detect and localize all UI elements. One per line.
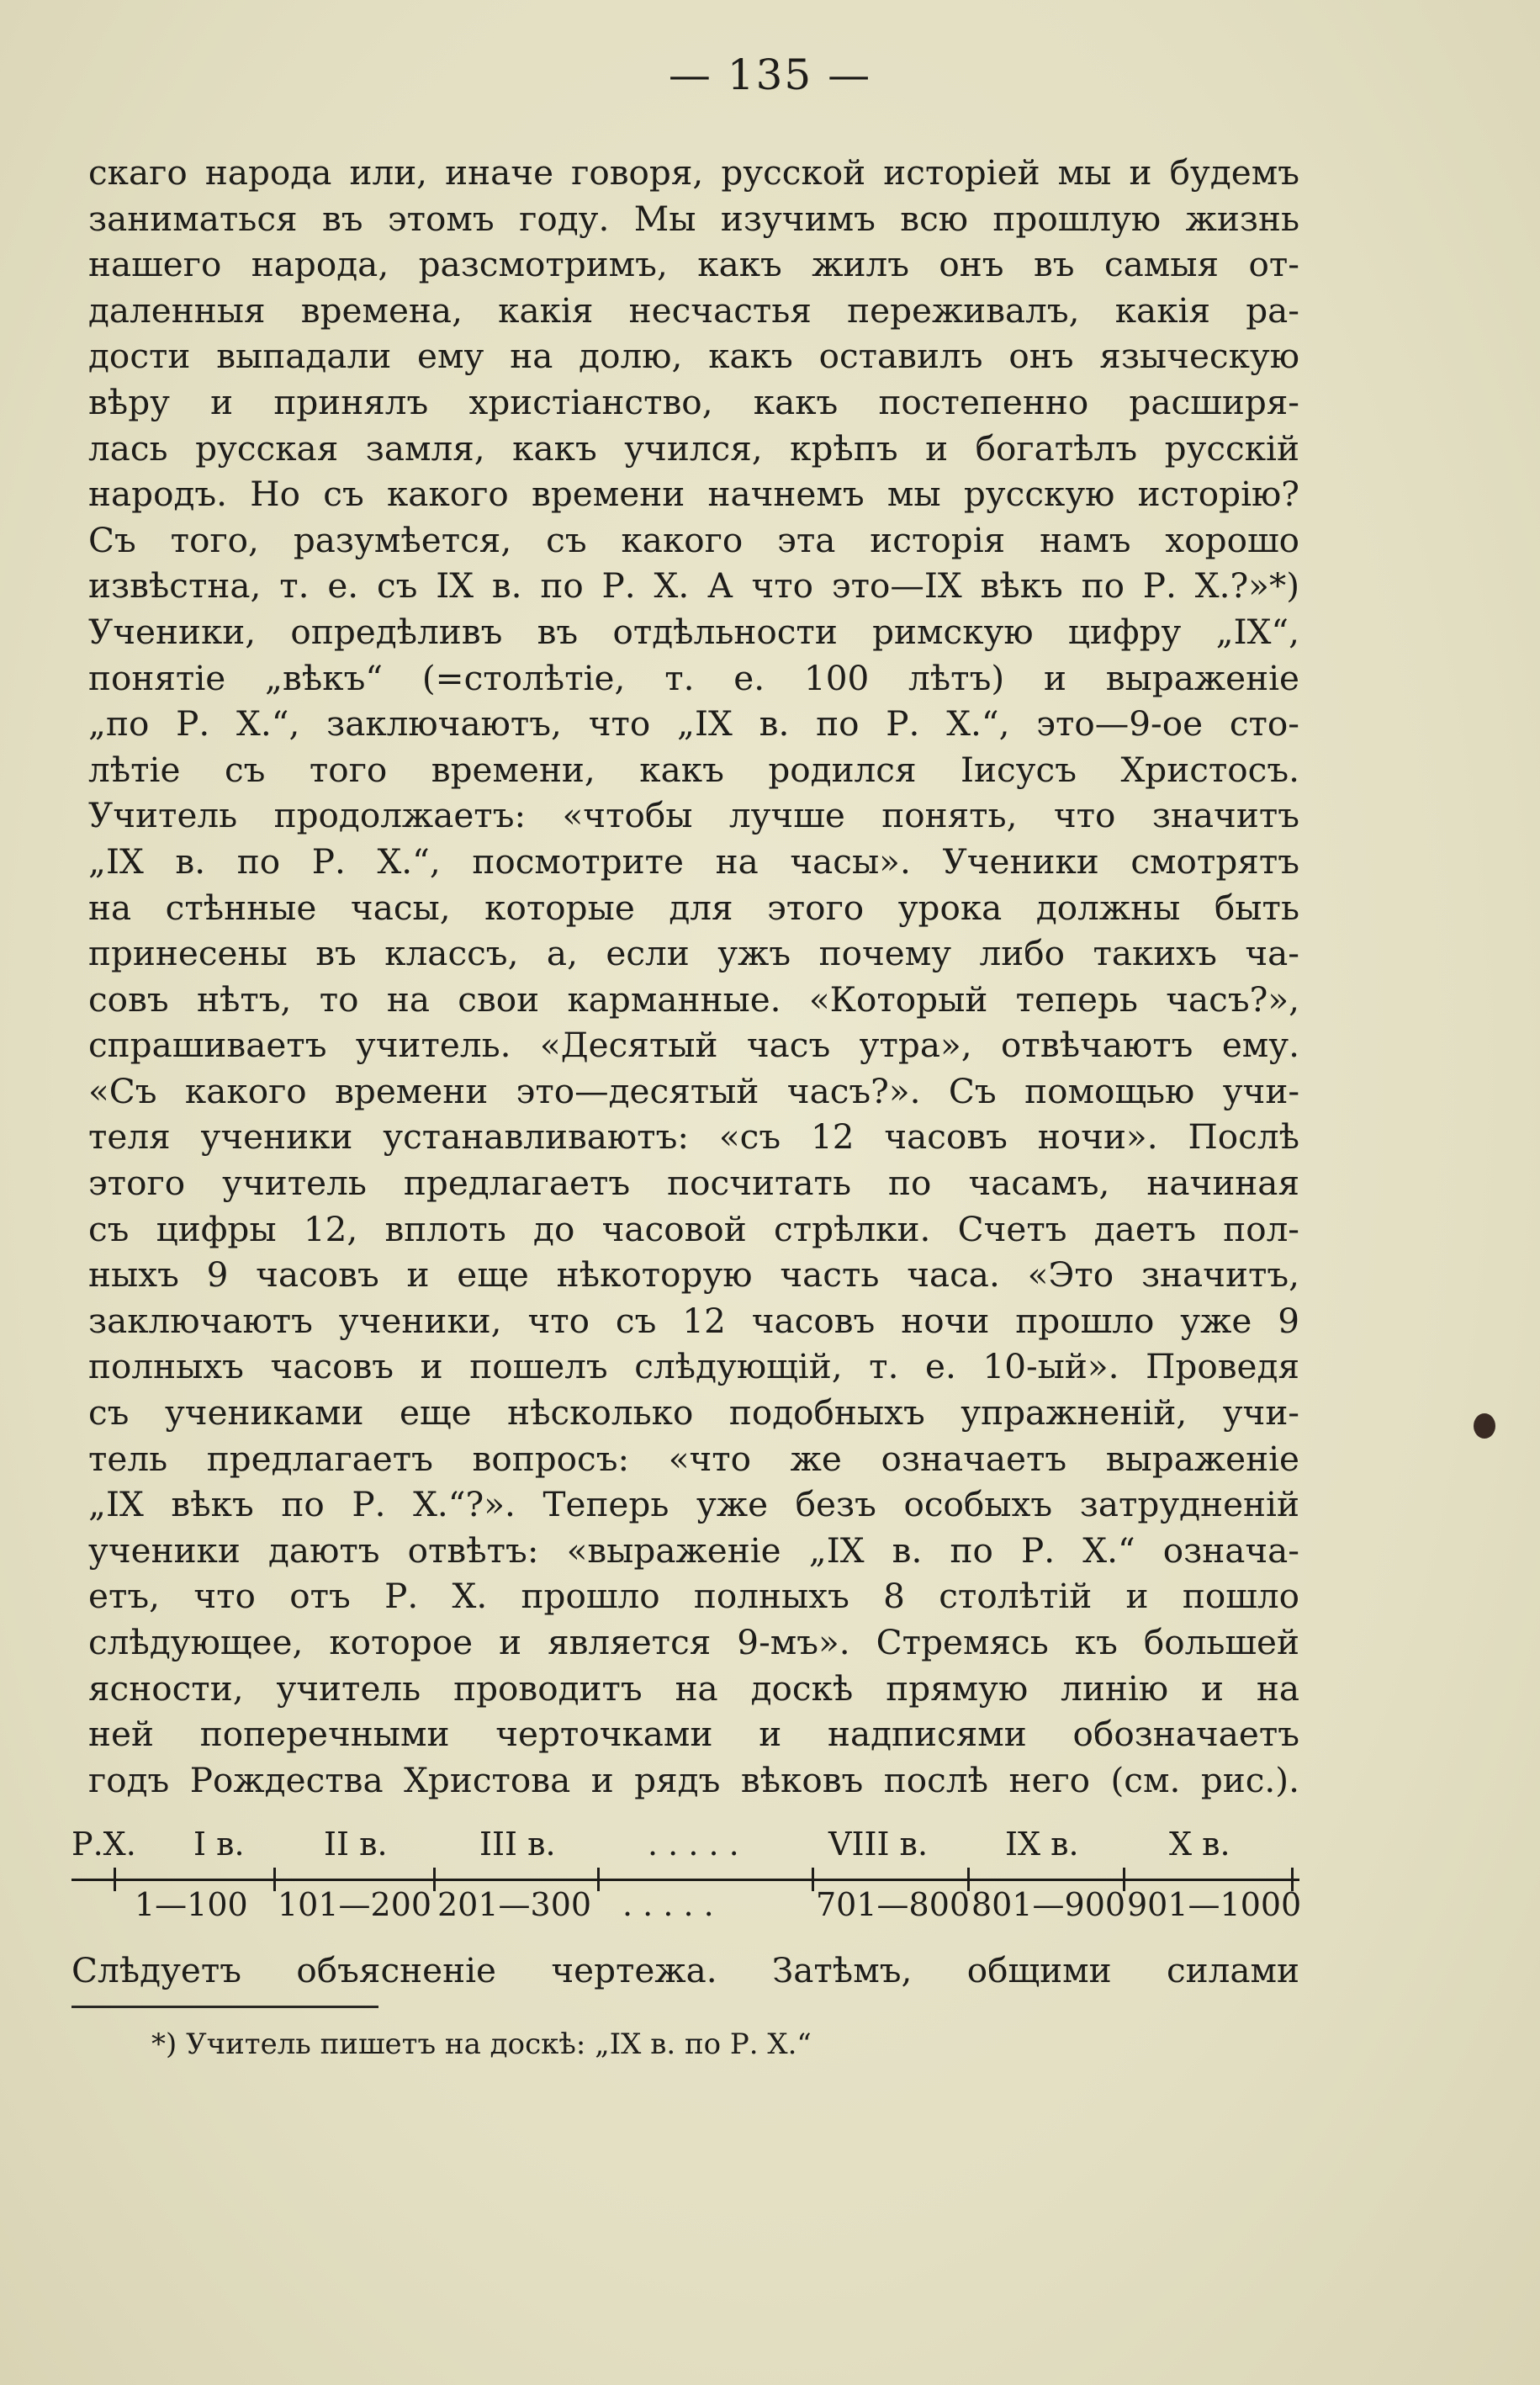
timeline-label-c2: II в. [324,1826,388,1863]
text-line: Ученики, опредѣливъ въ отдѣльности римскую цифру „IX“, [88,611,1299,652]
timeline-range: 201—300 [437,1886,592,1923]
timeline-tick [597,1868,600,1891]
text-line: этого учитель предлагаетъ посчитать по часамъ, начиная [88,1163,1299,1204]
timeline-label-c1: I в. [193,1826,245,1863]
footnote: *) Учитель пишетъ на доскѣ: „IX в. по Р. Х.“ [151,2027,812,2061]
text-after-figure: Слѣдуетъ объясненіе чертежа. Затѣмъ, общими силами [71,1950,1299,1990]
text-line: совъ нѣтъ, то на свои карманные. «Который теперь часъ?», [88,978,1299,1020]
text-line: понятіе „вѣкъ“ (=столѣтіе, т. е. 100 лѣтъ) и выраженіе [88,657,1299,698]
timeline-tick [273,1868,276,1891]
text-line: лѣтіе съ того времени, какъ родился Іисусъ Христосъ. [88,749,1299,790]
text-line: извѣстна, т. е. съ IX в. по Р. Х. А что это—IX вѣкъ по Р. Х.?»*) [88,565,1299,607]
text-line: на стѣнные часы, которые для этого урока должны быть [88,887,1299,928]
text-line: ученики даютъ отвѣтъ: «выраженіе „IX в. по Р. Х.“ означа- [88,1529,1299,1571]
timeline-range: 901—1000 [1127,1886,1302,1923]
text-line: ясности, учитель проводитъ на доскѣ прямую линію и на [88,1667,1299,1709]
text-line: скаго народа или, иначе говоря, русской исторіей мы и будемъ [88,152,1299,193]
text-line: нашего народа, разсмотримъ, какъ жилъ онъ въ самыя от- [88,244,1299,285]
text-line: съ учениками еще нѣсколько подобныхъ упражненій, учи- [88,1392,1299,1434]
timeline-label-c9: IX в. [1005,1826,1079,1863]
text-line: «Съ какого времени это—десятый часъ?». Съ помощью учи- [88,1070,1299,1111]
timeline-label-rx: Р.Х. [71,1826,136,1863]
timeline-range: 101—200 [278,1886,432,1923]
text-line: принесены въ классъ, а, если ужъ почему либо такихъ ча- [88,933,1299,974]
timeline-range: 701—800 [816,1886,971,1923]
ink-spot [1474,1413,1495,1439]
timeline-range: 1—100 [135,1886,248,1923]
text-line: народъ. Но съ какого времени начнемъ мы русскую исторію? [88,474,1299,515]
text-line: Учитель продолжаетъ: «чтобы лучше понять, что значитъ [88,795,1299,836]
timeline-label-ellipsis: . . . . . [648,1826,739,1863]
text-line: спрашиваетъ учитель. «Десятый часъ утра», отвѣчаютъ ему. [88,1025,1299,1066]
text-line: „IX вѣкъ по Р. Х.“?». Теперь уже безъ особыхъ затрудненій [88,1484,1299,1525]
text-line: съ цифры 12, вплоть до часовой стрѣлки. Счетъ даетъ пол- [88,1208,1299,1249]
text-line: слѣдующее, которое и является 9-мъ». Стремясь къ большей [88,1622,1299,1662]
timeline-range: . . . . . [622,1886,714,1923]
timeline-tick [433,1868,436,1891]
text-line: даленныя времена, какія несчастья переживалъ, какія ра- [88,289,1299,331]
timeline-label-c8: VIII в. [828,1826,929,1863]
text-line: ней поперечными черточками и надписями обозначаетъ [88,1714,1299,1755]
text-line: теля ученики устанавливаютъ: «съ 12 часовъ ночи». Послѣ [88,1116,1299,1158]
century-timeline-figure [71,1826,1302,1935]
timeline-tick [812,1868,814,1891]
text-line: дости выпадали ему на долю, какъ оставилъ онъ языческую [88,336,1299,377]
text-line: заниматься въ этомъ году. Мы изучимъ всю прошлую жизнь [88,198,1299,239]
timeline-axis [71,1879,1299,1881]
text-line: ныхъ 9 часовъ и еще нѣкоторую часть часа. «Это значитъ, [88,1254,1299,1296]
page-number: — 135 — [668,50,872,99]
body-text [88,150,1299,1803]
text-line: вѣру и принялъ христіанство, какъ постепенно расширя- [88,381,1299,422]
timeline-range: 801—900 [971,1886,1126,1923]
text-line: лась русская замля, какъ учился, крѣпъ и богатѣлъ русскій [88,427,1299,469]
text-line: „IX в. по Р. Х.“, посмотрите на часы». Ученики смотрятъ [88,840,1299,882]
text-line: „по Р. Х.“, заключаютъ, что „IX в. по Р. Х.“, это—9-ое сто- [88,703,1299,745]
text-line: етъ, что отъ Р. Х. прошло полныхъ 8 столѣтій и пошло [88,1576,1299,1617]
text-line: полныхъ часовъ и пошелъ слѣдующій, т. е. 10-ый». Проведя [88,1346,1299,1387]
text-line: тель предлагаетъ вопросъ: «что же означаетъ выраженіе [88,1438,1299,1479]
text-line: годъ Рождества Христова и рядъ вѣковъ послѣ него (см. рис.). [88,1759,1299,1800]
timeline-label-c3: III в. [479,1826,556,1863]
text-line: заключаютъ ученики, что съ 12 часовъ ночи прошло уже 9 [88,1300,1299,1341]
text-line: Съ того, разумѣется, съ какого эта исторія намъ хорошо [88,519,1299,560]
timeline-tick [114,1868,116,1891]
timeline-label-c10: X в. [1169,1826,1230,1863]
footnote-rule [71,2006,378,2008]
